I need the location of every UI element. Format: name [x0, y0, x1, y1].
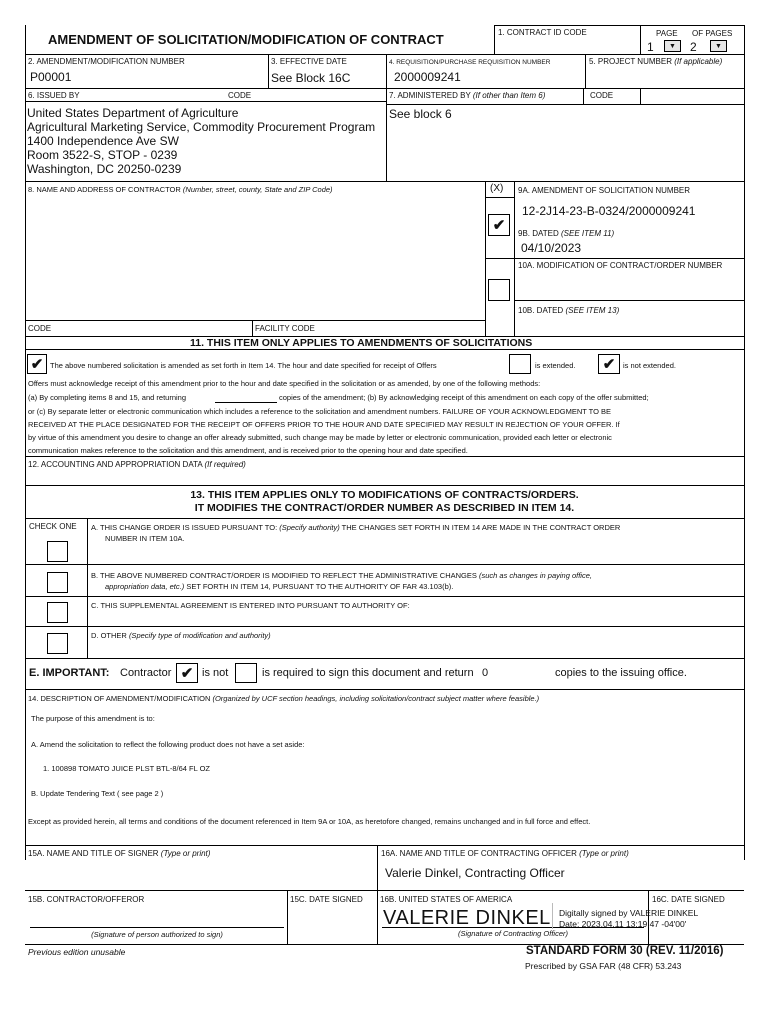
contractor-offeror-label: 15B. CONTRACTOR/OFFEROR: [28, 895, 145, 904]
check-icon: ✔: [180, 664, 194, 682]
copies-value[interactable]: 0: [482, 667, 489, 679]
item13-heading: 13. THIS ITEM APPLIES ONLY TO MODIFICATIONS OF CONTRACTS/ORDERS. IT MODIFIES THE CONTRACT/ORDER NUMBER AS DESCRIBED IN ITEM 14.: [190, 489, 579, 514]
chevron-down-icon: ▼: [669, 42, 676, 50]
item11-para-1: Offers must acknowledge receipt of this amendment prior to the hour and date specified in the solicitation or as amended, by one of the following methods:: [28, 379, 541, 388]
is-not-label: is not: [202, 667, 229, 679]
check-icon: ✔: [492, 216, 506, 234]
amend-number-label: 2. AMENDMENT/MODIFICATION NUMBER: [28, 57, 185, 66]
important-rest: is required to sign this document and return: [262, 667, 474, 679]
of-pages-label: OF PAGES: [692, 29, 733, 38]
item14-line-1: The purpose of this amendment is to:: [31, 714, 155, 723]
project-number-label: 5. PROJECT NUMBER (If applicable): [589, 57, 723, 66]
amend-number-field[interactable]: P00001: [30, 70, 72, 84]
admin-code-label: CODE: [590, 91, 614, 100]
check-one-label: CHECK ONE: [29, 522, 77, 531]
page-dropdown[interactable]: [664, 40, 681, 52]
page-label: PAGE: [656, 29, 678, 38]
checkbox-10a[interactable]: [488, 279, 510, 301]
checkbox-item11-amended[interactable]: [27, 354, 47, 374]
issued-by-label: 6. ISSUED BY: [28, 91, 80, 100]
contracting-officer-field[interactable]: Valerie Dinkel, Contracting Officer: [385, 866, 565, 880]
contractor-signature-caption: (Signature of person authorized to sign): [91, 930, 223, 939]
officer-signature: VALERIE DINKEL: [383, 907, 551, 929]
item14-line-4: B. Update Tendering Text ( see page 2 ): [31, 789, 164, 798]
item11-line1: The above numbered solicitation is amended as set forth in Item 14. The hour and date specified for receipt of Offers: [50, 361, 437, 370]
amend-solicitation-label: 9A. AMENDMENT OF SOLICITATION NUMBER: [518, 186, 691, 195]
checkbox-13a[interactable]: [47, 541, 68, 562]
item13-d-text: D. OTHER (Specify type of modification and authority): [91, 631, 271, 640]
important-label: E. IMPORTANT:: [29, 667, 110, 679]
item11-para-2b: copies of the amendment; (b) By acknowledging receipt of this amendment on each copy of the offer submitted;: [279, 393, 649, 402]
officer-signature-caption: (Signature of Contracting Officer): [457, 929, 569, 938]
administered-by-label: 7. ADMINISTERED BY (If other than Item 6): [389, 91, 546, 100]
requisition-label: 4. REQUISITION/PURCHASE REQUISITION NUMBER: [389, 59, 551, 66]
mod-contract-label: 10A. MODIFICATION OF CONTRACT/ORDER NUMBER: [518, 261, 723, 270]
checkbox-not-extended[interactable]: [598, 354, 620, 374]
contracting-officer-label: 16A. NAME AND TITLE OF CONTRACTING OFFICER (Type or print): [381, 849, 629, 858]
item14-line-5: Except as provided herein, all terms and conditions of the document referenced in Item 9A or 10A, as heretofore changed, remains unchanged and in full force and effect.: [28, 817, 591, 826]
x-label: (X): [490, 183, 504, 194]
copies-returned-field[interactable]: [215, 402, 277, 403]
item11-para-5: by virtue of this amendment you desire to change an offer already submitted, such change may be made by letter or electronic communication, provided each letter or electronic: [28, 433, 612, 442]
usa-label: 16B. UNITED STATES OF AMERICA: [380, 895, 513, 904]
issuer-address[interactable]: United States Department of Agriculture Agricultural Marketing Service, Commodity Procurement Program 1400 Independence Ave SW Room 3522-S, STOP - 0239 Washington, DC 20250-0239: [27, 106, 376, 176]
page-value: 1: [647, 40, 654, 54]
item11-heading: 11. THIS ITEM ONLY APPLIES TO AMENDMENTS OF SOLICITATIONS: [190, 337, 533, 349]
checkbox-9a[interactable]: [488, 214, 510, 236]
administered-by-field[interactable]: See block 6: [389, 107, 452, 121]
requisition-field[interactable]: 2000009241: [394, 70, 461, 84]
item13-b-text: B. THE ABOVE NUMBERED CONTRACT/ORDER IS MODIFIED TO REFLECT THE ADMINISTRATIVE CHANGES (such as changes in paying office, appropriation data, etc.) SET FORTH IN ITEM 14, PURSUANT TO THE AUTHORITY OF FAR 43.103(b).: [91, 571, 592, 591]
date-15c-label: 15C. DATE SIGNED: [290, 895, 363, 904]
checkbox-is-not[interactable]: [176, 663, 198, 683]
signer-name-label: 15A. NAME AND TITLE OF SIGNER (Type or print): [28, 849, 211, 858]
dated-9b-field[interactable]: 04/10/2023: [521, 241, 582, 255]
of-pages-dropdown[interactable]: [710, 40, 727, 52]
checkbox-13d[interactable]: [47, 633, 68, 654]
prescribed-label: Prescribed by GSA FAR (48 CFR) 53.243: [525, 961, 682, 971]
extended-label: is extended.: [535, 361, 576, 370]
item11-para-3: or (c) By separate letter or electronic communication which includes a reference to the solicitation and amendment numbers. FAILURE OF YOUR ACKNOWLEDGMENT TO BE: [28, 407, 612, 416]
check-icon: ✔: [30, 355, 44, 373]
item14-line-3: 1. 100898 TOMATO JUICE PLST BTL-8/64 FL OZ: [43, 764, 211, 773]
digital-signature-note: Digitally signed by VALERIE DINKEL Date: 2023.04.11 13:19:47 -04'00': [559, 908, 699, 929]
checkbox-extended[interactable]: [509, 354, 531, 374]
item14-label: 14. DESCRIPTION OF AMENDMENT/MODIFICATION (Organized by UCF section headings, including solicitation/contract subject matter where feasible.): [28, 694, 540, 703]
contract-id-label: 1. CONTRACT ID CODE: [498, 28, 587, 37]
checkbox-is[interactable]: [235, 663, 257, 683]
previous-edition-note: Previous edition unusable: [28, 947, 126, 957]
of-pages-value: 2: [690, 40, 697, 54]
item11-para-6: communication makes reference to the solicitation and this amendment, and is received prior to the opening hour and date specified.: [28, 446, 468, 455]
contractor-code-label: CODE: [28, 324, 52, 333]
standard-form-label: STANDARD FORM 30 (REV. 11/2016): [526, 945, 724, 957]
checkbox-13c[interactable]: [47, 602, 68, 623]
contractor-label: 8. NAME AND ADDRESS OF CONTRACTOR (Number, street, county, State and ZIP Code): [28, 185, 333, 194]
facility-code-label: FACILITY CODE: [255, 324, 315, 333]
effective-date-field[interactable]: See Block 16C: [271, 71, 351, 85]
checkbox-13b[interactable]: [47, 572, 68, 593]
copies-rest: copies to the issuing office.: [555, 667, 687, 679]
not-extended-label: is not extended.: [623, 361, 676, 370]
date-16c-label: 16C. DATE SIGNED: [652, 895, 725, 904]
dated-10b-label: 10B. DATED (SEE ITEM 13): [518, 306, 620, 315]
item13-a-text: A. THIS CHANGE ORDER IS ISSUED PURSUANT TO: (Specify authority) THE CHANGES SET FORTH IN ITEM 14 ARE MADE IN THE CONTRACT ORDER NUMBER IN ITEM 10A.: [91, 523, 621, 543]
check-icon: ✔: [602, 355, 616, 373]
contractor-word: Contractor: [120, 667, 172, 679]
amend-solicitation-field[interactable]: 12-2J14-23-B-0324/2000009241: [522, 204, 696, 218]
chevron-down-icon: ▼: [715, 42, 722, 50]
signature-divider: [552, 903, 553, 929]
item11-para-2a: (a) By completing items 8 and 15, and returning: [28, 393, 187, 402]
item11-para-4: RECEIVED AT THE PLACE DESIGNATED FOR THE RECEIPT OF OFFERS PRIOR TO THE HOUR AND DATE SPECIFIED MAY RESULT IN REJECTION OF YOUR OFFER. If: [28, 420, 620, 429]
effective-date-label: 3. EFFECTIVE DATE: [271, 57, 347, 66]
item14-line-2: A. Amend the solicitation to reflect the following product does not have a set aside:: [31, 740, 305, 749]
accounting-label: 12. ACCOUNTING AND APPROPRIATION DATA (If required): [28, 460, 246, 469]
form-title: AMENDMENT OF SOLICITATION/MODIFICATION OF CONTRACT: [48, 32, 444, 47]
dated-9b-label: 9B. DATED (SEE ITEM 11): [518, 229, 615, 238]
item13-c-text: C. THIS SUPPLEMENTAL AGREEMENT IS ENTERED INTO PURSUANT TO AUTHORITY OF:: [91, 601, 410, 610]
issued-code-label: CODE: [228, 91, 252, 100]
